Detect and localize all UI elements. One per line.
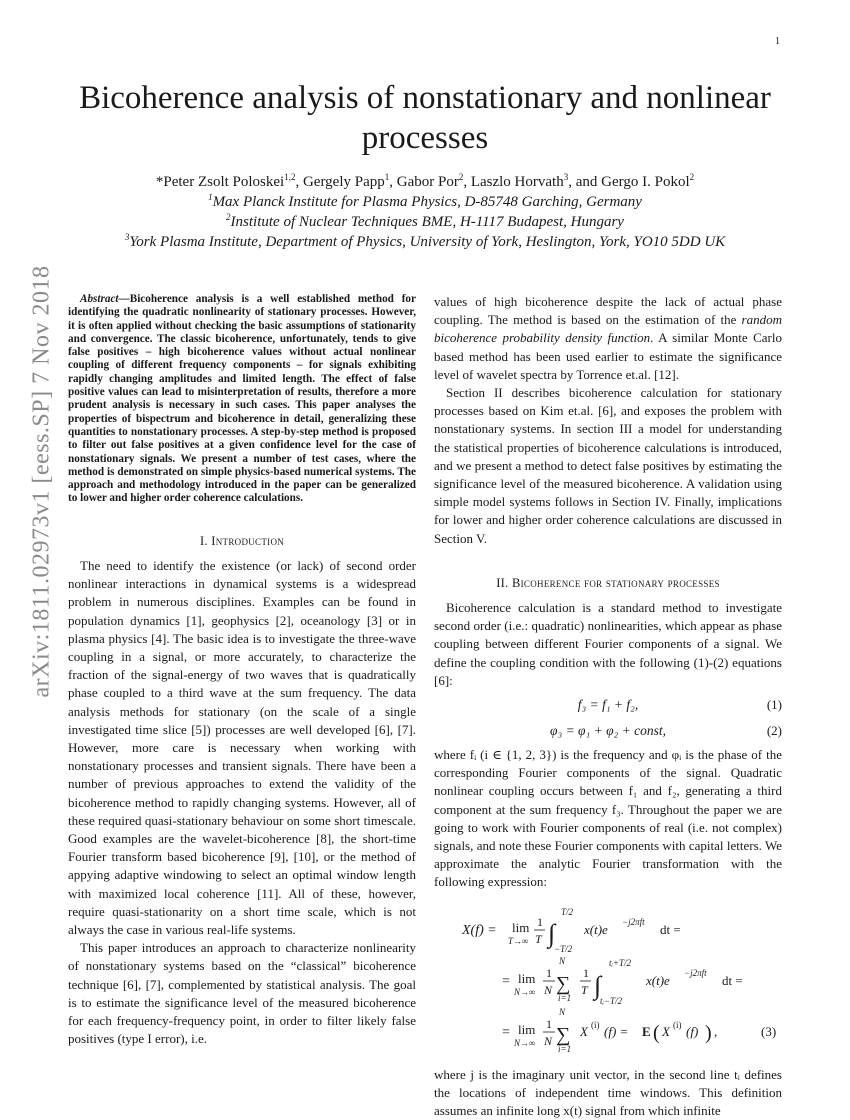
affiliation xyxy=(40,212,810,232)
affiliation-mark: 2 xyxy=(226,212,231,222)
eq-integrand: x(t)e xyxy=(646,972,670,988)
eq-comma: , xyxy=(714,1023,718,1039)
eq-frac-den: T xyxy=(535,931,542,946)
equation-1 xyxy=(434,694,782,716)
eq-exponent: −j2πft xyxy=(684,967,707,978)
paragraph: The need to identify the existence (or lack) of second order nonlinear interactions in dynamical systems is a widespread problem in numerous disciplines. Examples can be found in population dynamics [1], geophysics [2], oceanology [3] or in plasma physics [4]. The basic idea is to investigate the three-wave coupling in a signal, or more accurately, to characterize the fraction of the signal-energy of two waves that is quadratically phase coupled to a third wave at the sum frequency. The data analysis methods for stationary (on the scale of a single investigated time slice [5]) processes are well developed [6], [7]. However, more care is necessary when working with nonstationary processes and transient signals. There have been a number of previous approaches to extend the validity of the bicoherence method to rapidly changing systems. However, all of these required quasi-stationary behaviour on some short timescale. Good examples are the wavelet-bicoherence [8], the short-time Fourier transform based bicoherence [9], [10], or the method of appying adaptive windowing to select an optimal window length with maximized local coherence [11]. All of these, however, require quasi-stationarity on a short time scale, which is not always the case in various real-life systems. xyxy=(68,557,416,938)
equation-body: φ₃ = φ₁ + φ₂ + const, xyxy=(550,723,666,739)
eq-int-upper: tᵢ+T/2 xyxy=(609,957,632,968)
eq-x-arg: (f) xyxy=(686,1023,699,1039)
text-run: . A similar Monte Carlo based method has been used earlier to estimate the significance level of wavelet spectra by Torrence et.al. [12]. xyxy=(434,330,782,382)
eq-integral: ∫ xyxy=(594,970,602,1000)
equation-number: (2) xyxy=(766,723,782,739)
author-separator: , xyxy=(295,174,303,190)
paragraph: where j is the imaginary unit vector, in the second line tᵢ defines the locations of independent time windows. This definition assumes an infinite long x(t) signal from which infinite xyxy=(434,1066,782,1119)
eq-frac-den: T xyxy=(581,982,588,997)
author-affil-mark: 1,2 xyxy=(284,172,296,182)
affiliation-text: Institute of Nuclear Techniques BME, H-1117 Budapest, Hungary xyxy=(230,214,624,230)
affiliation-text: Max Planck Institute for Plasma Physics, D-85748 Garching, Germany xyxy=(212,194,642,210)
eq-sum: ∑ xyxy=(556,1023,571,1046)
eq-lim-sub: T→∞ xyxy=(508,935,529,946)
abstract xyxy=(68,293,416,506)
eq-integrand: x(t)e xyxy=(584,921,608,937)
abstract-lead: Abstract xyxy=(80,293,119,305)
paragraph: Bicoherence calculation is a standard method to investigate second order (i.e.: quadratic) nonlinearities, which appear as phase coupling between different Fourier components of a signal. We define the coupling condition with the following (1)-(2) equations [6]: xyxy=(434,600,782,688)
eq-int-lower: tᵢ−T/2 xyxy=(600,995,623,1006)
author-affil-mark: 3 xyxy=(563,172,569,182)
affiliation-mark: 1 xyxy=(208,192,213,202)
author-affil-mark: 2 xyxy=(458,172,464,182)
eq-lhs: X(f) = xyxy=(462,922,497,938)
paragraph: Section II describes bicoherence calculation for stationary processes based on Kim et.al. [6], and exposes the problem with nonstationary systems. In section III a model for understanding the statistical properties of bicoherence calculations is introduced, and we present a method to detect false positives by estimating the significance level of the measured bicoherence. A validation using simple model systems follows in Section IV. Finally, implications for lower and higher order coherence calculations are discussed in Section V. xyxy=(434,385,782,546)
left-column xyxy=(68,293,416,1048)
eq-frac-num: 1 xyxy=(583,965,589,980)
section-title: Introduction xyxy=(211,533,285,548)
eq-lim: lim xyxy=(518,970,536,986)
eq-frac-num: 1 xyxy=(546,1016,552,1031)
eq-integral: ∫ xyxy=(548,918,556,948)
eq-sum-lower: i=1 xyxy=(558,992,572,1003)
eq-paren: ) xyxy=(705,1021,712,1044)
eq-x: X xyxy=(662,1023,670,1039)
paragraph: This paper introduces an approach to characterize nonlinearity of nonstationary systems based on the “classical” bicoherence technique [6], [7], complemented by statistical analysis. The goal is to estimate the significance level of the measured bicoherence for each frequency-frequency point, in order to filter likely false positives (type I error), i.e. xyxy=(68,940,416,1047)
eq-equals: = xyxy=(502,1024,510,1040)
eq-frac-den: N xyxy=(544,982,553,997)
eq-xi: X xyxy=(580,1023,588,1039)
page-number: 1 xyxy=(775,36,780,47)
eq-frac-num: 1 xyxy=(537,914,543,929)
eq-lim-sub: N→∞ xyxy=(514,1037,536,1048)
paragraph xyxy=(434,293,782,384)
emphasis-text: random bicoherence probability density function xyxy=(434,312,782,346)
eq-int-lower: −T/2 xyxy=(554,943,573,954)
eq-frac-num: 1 xyxy=(546,965,552,980)
equation-2 xyxy=(434,720,782,742)
eq-dt: dt = xyxy=(722,972,743,988)
eq-equals: = xyxy=(502,973,510,989)
eq-frac-den: N xyxy=(544,1033,553,1048)
eq-lim-sub: N→∞ xyxy=(514,986,536,997)
section-title: Bicoherence for stationary processes xyxy=(511,575,720,590)
affiliation xyxy=(40,232,810,252)
equation-3 xyxy=(434,902,782,1060)
author-separator: , xyxy=(463,174,471,190)
eq-expectation: E xyxy=(642,1023,651,1039)
equation-number: (3) xyxy=(761,1023,777,1039)
author-separator: , and xyxy=(568,174,602,190)
section-number: I. xyxy=(199,533,208,548)
eq-dt: dt = xyxy=(660,921,681,937)
right-column xyxy=(434,293,782,1120)
arxiv-side-stamp: arXiv:1811.02973v1 [eess.SP] 7 Nov 2018 xyxy=(28,265,55,698)
title-line-1: Bicoherence analysis of nonstationary and nonlinear xyxy=(79,80,771,116)
paper-title xyxy=(40,78,810,158)
eq-xi-arg: (f) = xyxy=(604,1023,629,1039)
equation-body: f₃ = f₁ + f₂, xyxy=(577,697,639,713)
eq-exponent: −j2πft xyxy=(622,916,645,927)
eq-sum-upper: N xyxy=(559,955,566,966)
eq-sum-upper: N xyxy=(559,1006,566,1017)
eq-sum-lower: i=1 xyxy=(558,1043,572,1054)
section-number: II. xyxy=(496,575,509,590)
author-name: Gergo I. Pokol xyxy=(601,174,690,190)
eq-lim: lim xyxy=(518,1021,536,1037)
author-name: *Peter Zsolt Poloskei xyxy=(155,174,285,190)
equation-number: (1) xyxy=(766,697,782,713)
eq-paren: ( xyxy=(653,1021,660,1044)
eq-int-upper: T/2 xyxy=(561,906,574,917)
paragraph: where fᵢ (i ∈ {1, 2, 3}) is the frequency and φᵢ is the phase of the corresponding Fourier components of the signal. Quadratic nonlinear coupling occurs between f₁ and f₂, generating a third component at the sum frequency f₃. Throughout the paper we are going to work with Fourier components of real (i.e. not complex) signals, and note these Fourier components with capital letters. We approximate the analytic Fourier transformation with the following expression: xyxy=(434,747,782,890)
text-run: values of high bicoherence despite the lack of actual phase coupling. The method is based on the estimation of the xyxy=(434,294,782,328)
author-name: Gergely Papp xyxy=(302,174,385,190)
eq-lim: lim xyxy=(512,919,530,935)
author-name: Laszlo Horvath xyxy=(470,174,564,190)
author-affil-mark: 1 xyxy=(384,172,390,182)
section-heading-introduction xyxy=(68,532,416,550)
eq-xi-sup: (i) xyxy=(591,1019,600,1030)
abstract-text: —Bicoherence analysis is a well established method for identifying the quadratic nonlinearity of stationary processes. However, it is often applied without checking the basic assumptions of stationarity and convergence. The classic bicoherence, unfortunately, tends to give false positives – high bicoherence values without actual nonlinear coupling of different frequency components – for signals exhibiting rapidly changing amplitudes and limited length. The effect of false positive values can lead to misinterpretation of results, therefore a more prudent analysis is necessary in such cases. This paper analyses the properties of bispectrum and bicoherence in detail, generalizing these quantities to nonstationary processes. A step-by-step method is proposed to filter out false positives at a given confidence level for the case of nonstationary signals. We present a number of test cases, where the method is demonstrated on simple physics-based numerical systems. The approach and methodology introduced in the paper can be generalized to lower and higher order coherence calculations. xyxy=(68,293,416,505)
author-block xyxy=(40,172,810,252)
section-heading-bicoherence xyxy=(434,574,782,592)
eq-x-sup: (i) xyxy=(673,1019,682,1030)
eq-sum: ∑ xyxy=(556,972,571,995)
affiliation-mark: 3 xyxy=(124,232,130,242)
author-name: Gabor Por xyxy=(396,174,459,190)
equation-3-graphic xyxy=(434,902,782,1060)
author-separator: , xyxy=(389,174,397,190)
affiliation xyxy=(40,192,810,212)
author-list xyxy=(40,172,810,192)
author-affil-mark: 2 xyxy=(689,172,695,182)
title-line-2: processes xyxy=(361,120,489,156)
affiliation-text: York Plasma Institute, Department of Physics, University of York, Heslington, York, YO10 5DD UK xyxy=(129,234,726,250)
